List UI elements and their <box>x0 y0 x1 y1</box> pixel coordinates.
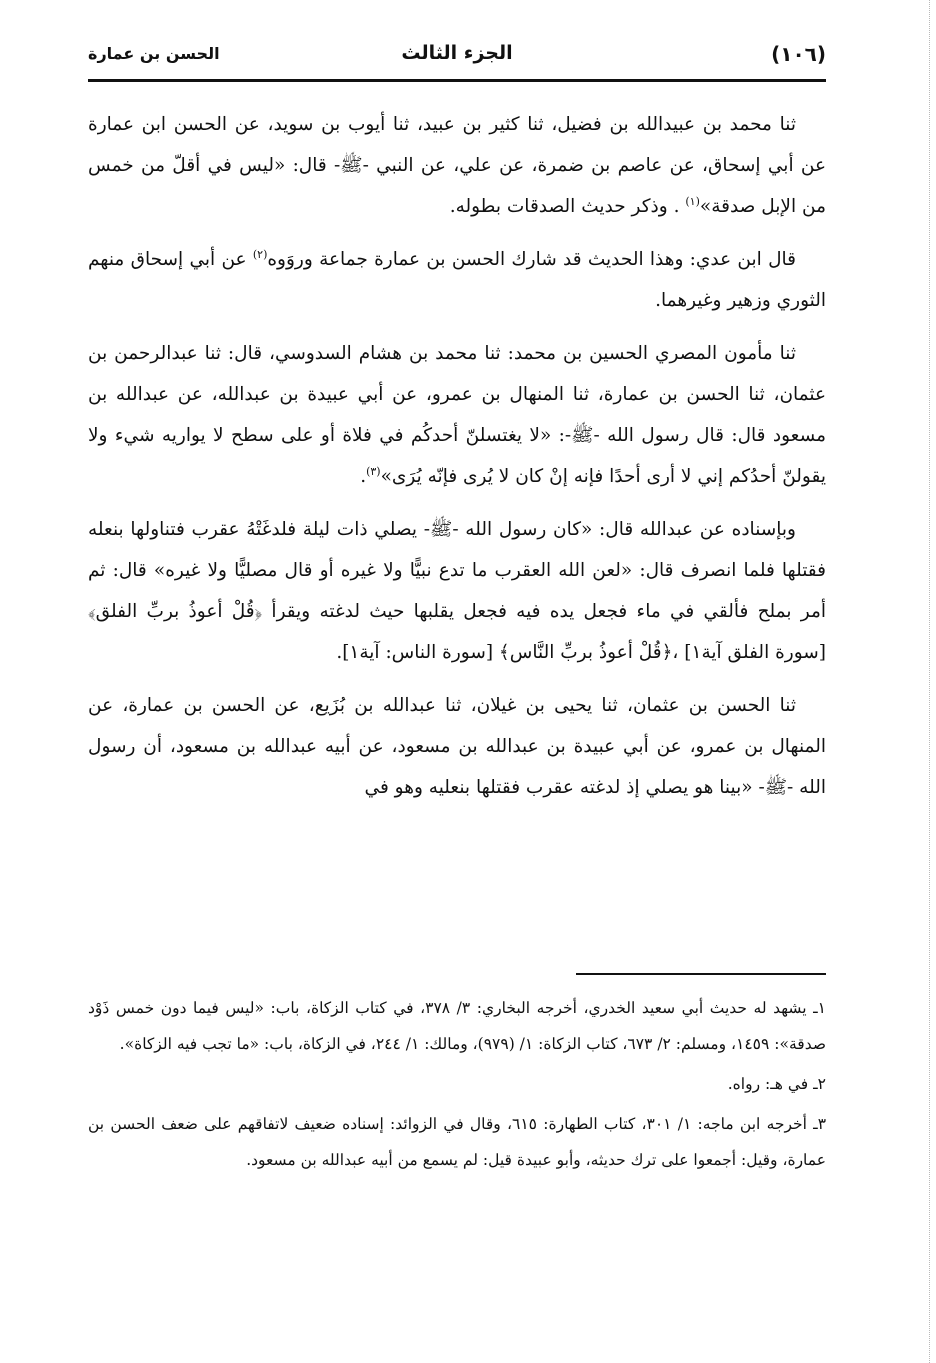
part-title: الجزء الثالث <box>401 42 513 64</box>
paragraph-5 <box>88 685 826 808</box>
paragraph-1 <box>88 104 826 227</box>
running-title: الحسن بن عمارة <box>88 44 220 63</box>
page-number: (١٠٦) <box>771 42 826 66</box>
paragraph-tail: عن أبي إسحاق منهم الثوري وزهير وغيرهما. <box>88 249 826 311</box>
header-rule <box>88 79 826 82</box>
footnote-3: ٣ـ أخرجه ابن ماجه: ١/ ٣٠١، كتاب الطهارة: ٦١٥، وقال في الزوائد: إسناده ضعيف لاتفاقهم على ضعف الحسن بن عمارة، وقيل: أجمعوا على ترك حديثه، وأبو عبيدة قيل: لم يسمع من أبيه عبدالله بن مسعود. <box>88 1115 827 1169</box>
footnote-ref-1: (١) <box>685 194 700 208</box>
scan-edge <box>929 0 930 1363</box>
paragraph-text: قال ابن عدي: وهذا الحديث قد شارك الحسن بن عمارة جماعة وروَوه <box>267 249 796 270</box>
footnotes <box>88 990 826 1182</box>
paragraph-text: ثنا مأمون المصري الحسين بن محمد: ثنا محمد بن هشام السدوسي، قال: ثنا عبدالرحمن بن عثمان، ثنا الحسن بن عمارة، ثنا المنهال بن عمرو، عن أبي عبيدة بن عبدالله، عن عبدالله بن مسعود قال: قال رسول الله -ﷺ-: «لا يغتسلنّ أحدكُم في فلاة أو على سطح لا يواريه شيء ولا يقولنّ أحدُكم إني لا أرى أحدًا فإنه إنْ كان لا يُرى فإنّه يُرَى» <box>88 343 826 487</box>
paragraph-text: وبإسناده عن عبدالله قال: «كان رسول الله -ﷺ- يصلي ذات ليلة فلدغَتْهُ عقرب فتناولها بنعله فقتلها فلما انصرف قال: «لعن الله العقرب ما تدع نبيًّا ولا غيره أو قال مصليًّا ولا غيره» قال: ثم أمر بملح فألقي في ماء فجعل يده فيه فجعل يقلبها حيث لدغته ويقرأ ﴿قُلْ أعوذُ بربِّ الفلق﴾ [سورة الفلق آية١] ،﴿قُلْ أعوذُ بربِّ النَّاس﴾ [سورة الناس: آية١]. <box>88 519 826 663</box>
footnote-ref-2: (٢) <box>252 247 268 261</box>
paragraph-2 <box>88 239 826 321</box>
paragraph-tail: . وذكر حديث الصدقات بطوله. <box>449 196 686 217</box>
paragraph-tail: . <box>360 466 367 487</box>
footnote-2: ٢ـ في هـ: رواه. <box>727 1075 826 1093</box>
page-header <box>88 42 826 72</box>
footnote-rule <box>576 973 826 975</box>
footnote-ref-3: (٣) <box>366 464 381 478</box>
main-text <box>88 104 826 820</box>
paragraph-4 <box>88 509 826 673</box>
paragraph-text: ثنا محمد بن عبيدالله بن فضيل، ثنا كثير بن عبيد، ثنا أيوب بن سويد، عن الحسن ابن عمارة عن أبي إسحاق، عن عاصم بن ضمرة، عن علي، عن النبي -ﷺ- قال: «ليس في أقلّ من خمس من الإبل صدقة» <box>88 114 826 217</box>
footnote-1: ١ـ يشهد له حديث أبي سعيد الخدري، أخرجه البخاري: ٣/ ٣٧٨، في كتاب الزكاة، باب: «ليس فيما دون خمس ذَوْد صدقة»: ١٤٥٩، ومسلم: ٢/ ٦٧٣، كتاب الزكاة: ١/ (٩٧٩)، ومالك: ١/ ٢٤٤، في الزكاة، باب: «ما تجب فيه الزكاة». <box>88 999 826 1053</box>
paragraph-3 <box>88 333 826 497</box>
paragraph-text: ثنا الحسن بن عثمان، ثنا يحيى بن غيلان، ثنا عبدالله بن بُزَيع، عن الحسن بن عمارة، عن المنهال بن عمرو، عن أبي عبيدة بن عبدالله بن مسعود، عن أبيه عبدالله بن مسعود، أن رسول الله -ﷺ- «بينا هو يصلي إذ لدغته عقرب فقتلها بنعليه وهو في <box>88 695 826 798</box>
